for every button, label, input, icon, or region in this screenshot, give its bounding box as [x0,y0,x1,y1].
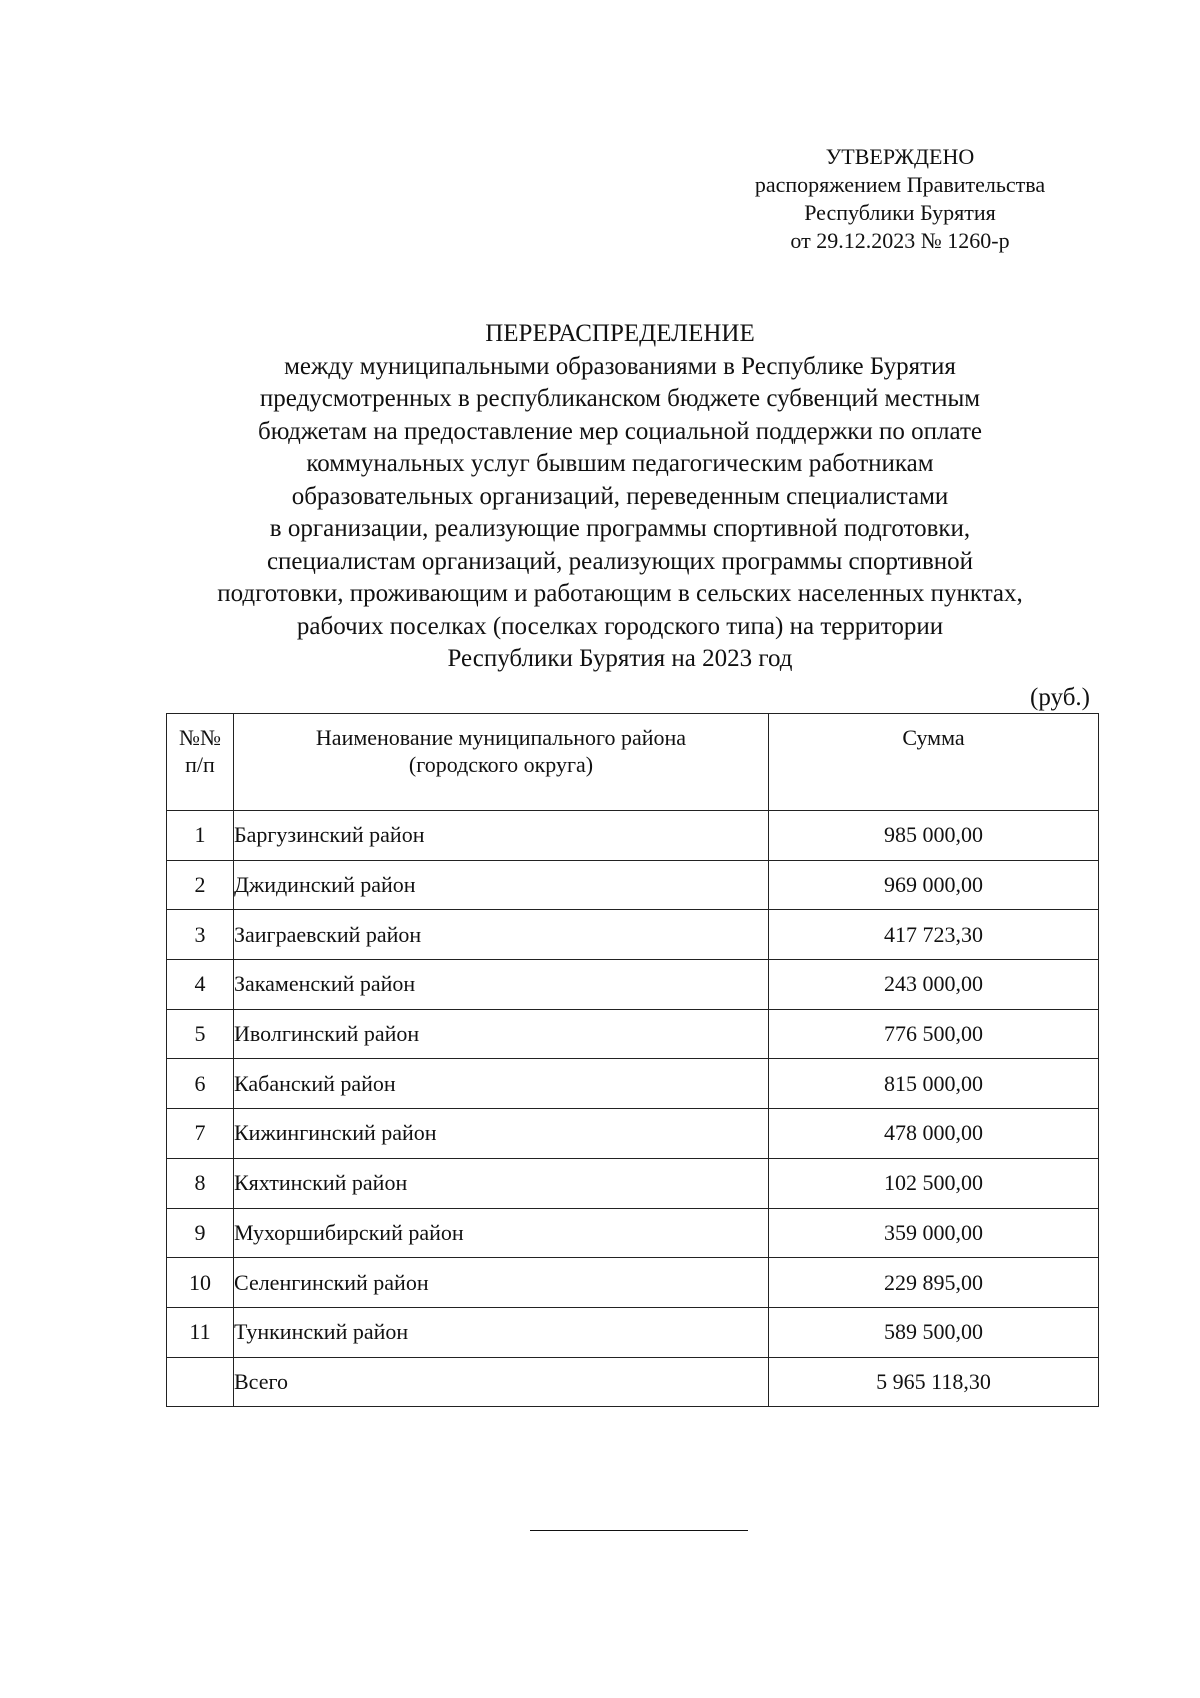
row-sum: 102 500,00 [769,1158,1099,1208]
approval-stamp [700,143,1100,255]
table-row [167,860,1099,910]
row-district: Джидинский район [234,860,769,910]
row-district: Кяхтинский район [234,1158,769,1208]
row-district: Селенгинский район [234,1258,769,1308]
title-line: Республики Бурятия на 2023 год [447,645,793,672]
table-total-row [167,1357,1099,1407]
subsidy-table [166,713,1099,1407]
row-district: Мухоршибирский район [234,1208,769,1258]
row-sum: 776 500,00 [769,1009,1099,1059]
row-number: 9 [167,1208,234,1258]
title-line: коммунальных услуг бывшим педагогическим работникам [306,450,934,477]
row-sum: 243 000,00 [769,960,1099,1010]
total-sum: 5 965 118,30 [769,1357,1099,1407]
header-number-line: п/п [185,752,215,777]
row-sum: 359 000,00 [769,1208,1099,1258]
row-district: Закаменский район [234,960,769,1010]
table-row [167,910,1099,960]
row-sum: 229 895,00 [769,1258,1099,1308]
row-sum: 589 500,00 [769,1307,1099,1357]
total-label: Всего [234,1357,769,1407]
header-name-line: (городского округа) [408,752,594,777]
row-district: Иволгинский район [234,1009,769,1059]
row-district: Тункинский район [234,1307,769,1357]
title-line: образовательных организаций, переведенным специалистами [291,482,949,510]
title-line: между муниципальными образованиями в Республике Бурятия [284,352,956,380]
approval-date-number: от 29.12.2023 № 1260-р [790,228,1010,253]
closing-rule [530,1530,748,1531]
title-line: специалистам организаций, реализующих программы спортивной [266,547,974,575]
title-line: бюджетам на предоставление мер социальной поддержки по оплате [258,417,982,445]
row-district: Кижингинский район [234,1109,769,1159]
approval-region: Республики Бурятия [804,200,996,225]
approval-heading: УТВЕРЖДЕНО [825,144,975,169]
currency-unit: (руб.) [1030,684,1090,711]
title-line: в организации, реализующие программы спортивной подготовки, [269,515,971,542]
header-number [167,714,234,811]
header-name [234,714,769,811]
table-row [167,1307,1099,1357]
row-number: 3 [167,910,234,960]
table-header-row [167,714,1099,811]
row-number: 6 [167,1059,234,1109]
row-district: Кабанский район [234,1059,769,1109]
table-row [167,1059,1099,1109]
table-row [167,1208,1099,1258]
row-number: 2 [167,860,234,910]
row-number: 11 [167,1307,234,1357]
row-sum: 478 000,00 [769,1109,1099,1159]
title-line: рабочих поселках (поселках городского типа) на территории [296,612,944,640]
total-number [167,1357,234,1407]
row-sum: 985 000,00 [769,811,1099,861]
table-row [167,1158,1099,1208]
row-number: 4 [167,960,234,1010]
row-sum: 969 000,00 [769,860,1099,910]
table-row [167,811,1099,861]
row-sum: 417 723,30 [769,910,1099,960]
row-district: Заиграевский район [234,910,769,960]
table-row [167,1258,1099,1308]
row-number: 1 [167,811,234,861]
title-line: ПЕРЕРАСПРЕДЕЛЕНИЕ [485,320,755,347]
row-number: 8 [167,1158,234,1208]
table-row [167,1009,1099,1059]
approval-issuer: распоряжением Правительства [754,172,1046,197]
table-row [167,960,1099,1010]
document-title [130,318,1110,676]
row-number: 5 [167,1009,234,1059]
header-sum [769,714,1099,811]
title-line: подготовки, проживающим и работающим в сельских населенных пунктах, [217,580,1023,607]
table-row [167,1109,1099,1159]
row-number: 7 [167,1109,234,1159]
header-number-line: №№ [179,725,221,750]
row-sum: 815 000,00 [769,1059,1099,1109]
header-name-line: Наименование муниципального района [315,725,687,750]
title-line: предусмотренных в республиканском бюджете субвенций местным [259,385,981,412]
header-sum-label: Сумма [902,725,965,750]
row-district: Баргузинский район [234,811,769,861]
row-number: 10 [167,1258,234,1308]
